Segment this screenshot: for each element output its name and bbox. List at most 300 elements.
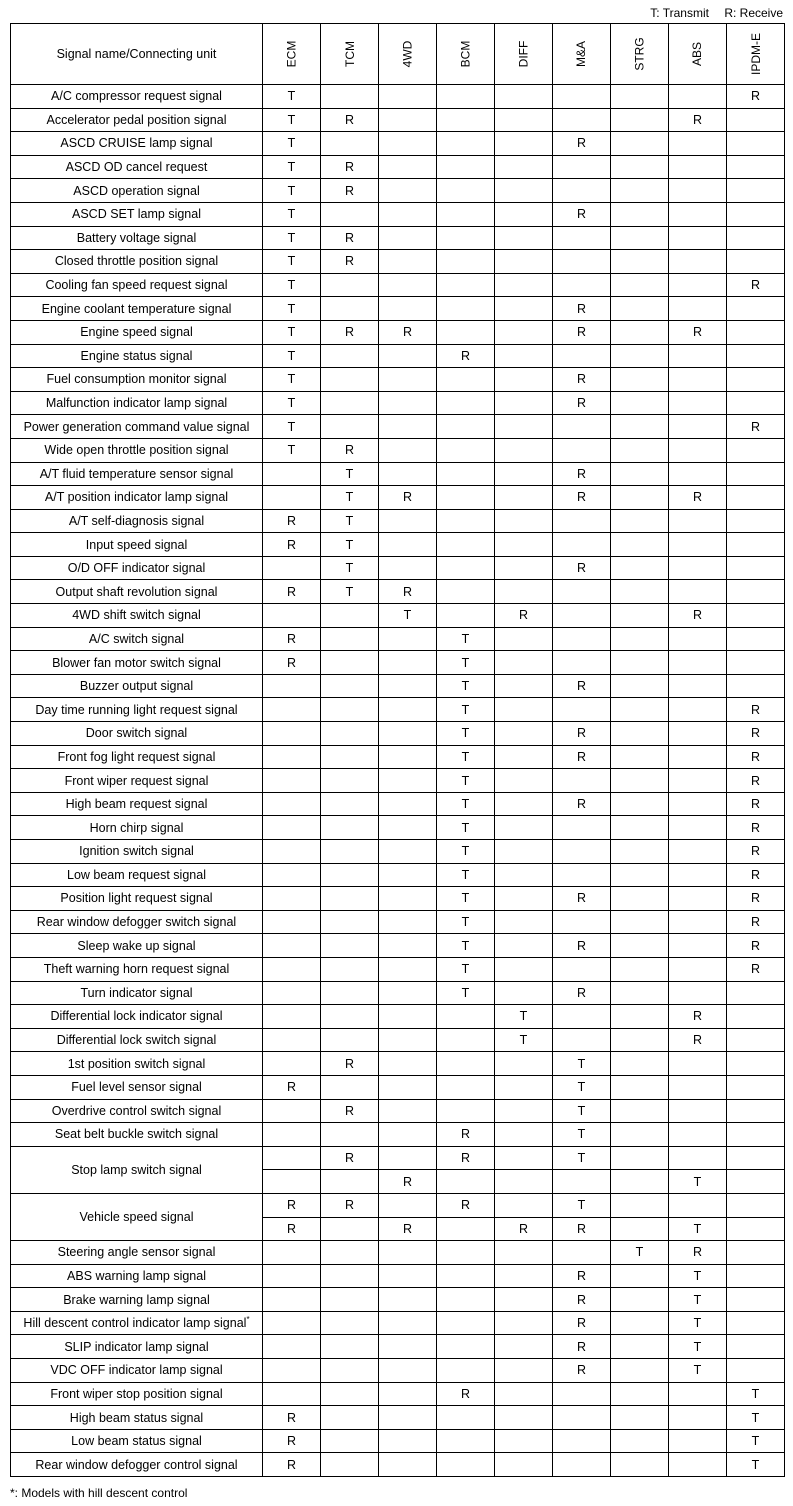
unit-cell: R: [553, 202, 611, 226]
unit-cell: R: [727, 415, 785, 439]
unit-cell: R: [727, 722, 785, 746]
signal-name: [11, 1335, 263, 1359]
unit-cell: [727, 368, 785, 392]
unit-cell: [495, 722, 553, 746]
unit-cell: [727, 580, 785, 604]
unit-cell: [669, 1429, 727, 1453]
unit-cell: [611, 1099, 669, 1123]
unit-cell: [669, 792, 727, 816]
unit-cell: [437, 556, 495, 580]
unit-cell: [495, 957, 553, 981]
table-row: [11, 226, 785, 250]
table-row: [11, 674, 785, 698]
unit-cell: [321, 1075, 379, 1099]
unit-cell: T: [437, 981, 495, 1005]
unit-cell: [669, 1193, 727, 1217]
unit-cell: R: [437, 1382, 495, 1406]
unit-cell: R: [727, 85, 785, 109]
unit-cell: R: [553, 1335, 611, 1359]
table-row: [11, 604, 785, 628]
unit-cell: [379, 1335, 437, 1359]
unit-cell: R: [553, 1264, 611, 1288]
unit-cell: [437, 1170, 495, 1194]
unit-cell: [727, 981, 785, 1005]
unit-cell: [263, 462, 321, 486]
unit-cell: [611, 1123, 669, 1147]
unit-cell: R: [321, 320, 379, 344]
signal-name: [11, 179, 263, 203]
table-row: [11, 509, 785, 533]
unit-header-label: 4WD: [400, 40, 415, 68]
unit-cell: [495, 250, 553, 274]
signal-name-text: ABS warning lamp signal: [67, 1268, 206, 1283]
unit-cell: [379, 273, 437, 297]
unit-cell: [437, 85, 495, 109]
unit-cell: R: [495, 604, 553, 628]
table-row: [11, 1359, 785, 1383]
unit-cell: [321, 1170, 379, 1194]
unit-cell: [611, 981, 669, 1005]
unit-cell: T: [437, 722, 495, 746]
signal-name-text: Seat belt buckle switch signal: [54, 1127, 219, 1142]
unit-cell: [379, 910, 437, 934]
signal-name: [11, 297, 263, 321]
unit-header: [263, 24, 321, 85]
unit-cell: [379, 840, 437, 864]
unit-cell: [669, 957, 727, 981]
unit-cell: [379, 1146, 437, 1170]
unit-cell: T: [437, 627, 495, 651]
unit-cell: R: [727, 792, 785, 816]
unit-cell: [379, 792, 437, 816]
table-row: [11, 722, 785, 746]
signal-name-text: Brake warning lamp signal: [63, 1292, 210, 1307]
unit-cell: [379, 957, 437, 981]
signal-name: [11, 368, 263, 392]
unit-cell: [437, 368, 495, 392]
unit-cell: [727, 179, 785, 203]
unit-cell: [321, 627, 379, 651]
unit-cell: R: [553, 132, 611, 156]
unit-cell: [379, 226, 437, 250]
unit-cell: [495, 1052, 553, 1076]
signal-name: [11, 934, 263, 958]
unit-cell: [727, 391, 785, 415]
unit-cell: [727, 604, 785, 628]
unit-cell: [553, 769, 611, 793]
signal-name-text: Differential lock indicator signal: [50, 1009, 223, 1024]
unit-cell: [437, 1217, 495, 1241]
unit-cell: [495, 1406, 553, 1430]
unit-cell: R: [553, 981, 611, 1005]
unit-cell: R: [553, 391, 611, 415]
unit-cell: [437, 1359, 495, 1383]
unit-cell: [611, 273, 669, 297]
unit-cell: [727, 250, 785, 274]
unit-cell: [669, 1382, 727, 1406]
unit-cell: [379, 651, 437, 675]
unit-cell: [727, 1005, 785, 1029]
unit-cell: [495, 769, 553, 793]
unit-cell: [379, 1288, 437, 1312]
unit-cell: [669, 273, 727, 297]
signal-name: [11, 604, 263, 628]
signal-name: [11, 1264, 263, 1288]
unit-cell: R: [379, 1217, 437, 1241]
unit-cell: [611, 769, 669, 793]
unit-cell: [437, 580, 495, 604]
unit-cell: [611, 1193, 669, 1217]
table-row: [11, 1075, 785, 1099]
unit-cell: [379, 1241, 437, 1265]
unit-cell: T: [263, 85, 321, 109]
unit-cell: T: [263, 368, 321, 392]
unit-cell: [727, 344, 785, 368]
unit-cell: [495, 556, 553, 580]
signal-name: [11, 1453, 263, 1477]
unit-cell: [263, 887, 321, 911]
table-row: [11, 179, 785, 203]
unit-cell: [321, 1123, 379, 1147]
unit-cell: T: [263, 320, 321, 344]
unit-cell: [611, 792, 669, 816]
unit-cell: [611, 1288, 669, 1312]
signal-name-text: Front wiper request signal: [64, 773, 209, 788]
unit-cell: [611, 1311, 669, 1335]
unit-cell: [669, 1075, 727, 1099]
unit-cell: R: [495, 1217, 553, 1241]
unit-cell: T: [379, 604, 437, 628]
unit-cell: R: [437, 1123, 495, 1147]
unit-cell: R: [263, 627, 321, 651]
signal-name-text: O/D OFF indicator signal: [67, 561, 206, 576]
unit-cell: [669, 344, 727, 368]
unit-cell: [669, 1052, 727, 1076]
unit-cell: [321, 1429, 379, 1453]
unit-cell: R: [669, 486, 727, 510]
unit-cell: [495, 155, 553, 179]
unit-cell: [495, 415, 553, 439]
unit-cell: [379, 297, 437, 321]
unit-cell: T: [437, 887, 495, 911]
unit-cell: R: [263, 1217, 321, 1241]
unit-header-label: TCM: [342, 41, 357, 67]
table-row: [11, 85, 785, 109]
unit-cell: [611, 934, 669, 958]
unit-cell: T: [321, 556, 379, 580]
unit-cell: [669, 556, 727, 580]
signal-name-text: High beam status signal: [69, 1410, 204, 1425]
unit-cell: [553, 863, 611, 887]
table-row: [11, 202, 785, 226]
unit-cell: [495, 486, 553, 510]
table-row: [11, 155, 785, 179]
signal-name: [11, 887, 263, 911]
unit-cell: [669, 1099, 727, 1123]
unit-cell: [611, 816, 669, 840]
unit-cell: R: [263, 1075, 321, 1099]
unit-cell: [495, 745, 553, 769]
table-row: [11, 1335, 785, 1359]
unit-cell: [727, 462, 785, 486]
unit-cell: T: [553, 1146, 611, 1170]
signal-name-text: Rear window defogger control signal: [35, 1457, 238, 1472]
unit-cell: [611, 674, 669, 698]
unit-cell: [495, 934, 553, 958]
unit-cell: [553, 1453, 611, 1477]
signal-name: [11, 132, 263, 156]
signal-name: [11, 863, 263, 887]
unit-cell: [495, 840, 553, 864]
signal-name-header: Signal name/Connecting unit: [11, 24, 263, 85]
unit-cell: [379, 415, 437, 439]
unit-cell: [379, 1028, 437, 1052]
unit-cell: [437, 155, 495, 179]
unit-cell: [669, 981, 727, 1005]
signal-name-text: Cooling fan speed request signal: [45, 278, 228, 293]
unit-cell: [727, 202, 785, 226]
unit-cell: [379, 202, 437, 226]
unit-cell: [379, 981, 437, 1005]
signal-name: [11, 816, 263, 840]
unit-cell: [727, 1170, 785, 1194]
header-row: [11, 24, 785, 85]
unit-cell: T: [437, 769, 495, 793]
unit-cell: T: [263, 273, 321, 297]
unit-cell: R: [263, 1193, 321, 1217]
unit-cell: [611, 85, 669, 109]
unit-cell: [495, 438, 553, 462]
unit-cell: [379, 250, 437, 274]
unit-cell: [437, 108, 495, 132]
unit-cell: [495, 1311, 553, 1335]
unit-cell: R: [553, 722, 611, 746]
unit-cell: T: [437, 910, 495, 934]
unit-cell: [669, 698, 727, 722]
signal-name: [11, 1382, 263, 1406]
table-row: [11, 887, 785, 911]
unit-cell: [495, 1146, 553, 1170]
table-row: [11, 273, 785, 297]
unit-cell: [263, 769, 321, 793]
unit-cell: [727, 1311, 785, 1335]
unit-cell: [611, 250, 669, 274]
unit-cell: [727, 1335, 785, 1359]
table-row: [11, 1005, 785, 1029]
unit-cell: [379, 698, 437, 722]
unit-cell: [669, 391, 727, 415]
table-row: [11, 1264, 785, 1288]
unit-cell: R: [321, 179, 379, 203]
unit-cell: [379, 1453, 437, 1477]
unit-cell: R: [263, 651, 321, 675]
unit-cell: R: [263, 580, 321, 604]
unit-cell: [379, 1075, 437, 1099]
unit-cell: R: [263, 1453, 321, 1477]
unit-cell: [437, 1241, 495, 1265]
signal-name: [11, 674, 263, 698]
unit-cell: T: [669, 1264, 727, 1288]
signal-name: [11, 1075, 263, 1099]
unit-cell: R: [553, 320, 611, 344]
unit-cell: [379, 438, 437, 462]
table-row: [11, 1123, 785, 1147]
signal-table: [10, 23, 785, 1477]
unit-cell: [495, 368, 553, 392]
unit-cell: R: [321, 155, 379, 179]
signal-name-text: Theft warning horn request signal: [43, 962, 230, 977]
unit-cell: R: [553, 792, 611, 816]
signal-name: [11, 957, 263, 981]
unit-cell: T: [553, 1099, 611, 1123]
signal-name-text: Rear window defogger switch signal: [36, 915, 237, 930]
unit-cell: T: [669, 1335, 727, 1359]
signal-name-text: Turn indicator signal: [80, 985, 193, 1000]
unit-cell: [437, 509, 495, 533]
table-row: [11, 462, 785, 486]
unit-cell: [495, 533, 553, 557]
signal-name-text: Vehicle speed signal: [79, 1210, 194, 1224]
table-row: [11, 957, 785, 981]
unit-cell: [669, 250, 727, 274]
unit-cell: [611, 1028, 669, 1052]
unit-cell: [437, 604, 495, 628]
unit-header: [379, 24, 437, 85]
unit-cell: [727, 1193, 785, 1217]
unit-cell: [437, 391, 495, 415]
table-row: [11, 816, 785, 840]
unit-cell: [321, 1288, 379, 1312]
signal-name-text: Closed throttle position signal: [54, 254, 219, 269]
unit-cell: R: [379, 1170, 437, 1194]
unit-cell: T: [669, 1288, 727, 1312]
unit-cell: [495, 1123, 553, 1147]
unit-cell: T: [437, 816, 495, 840]
signal-name: [11, 1099, 263, 1123]
unit-cell: [379, 1123, 437, 1147]
signal-name-text: SLIP indicator lamp signal: [64, 1339, 209, 1354]
unit-cell: [379, 769, 437, 793]
unit-cell: [727, 1264, 785, 1288]
unit-cell: [553, 580, 611, 604]
unit-cell: [379, 863, 437, 887]
unit-cell: T: [553, 1123, 611, 1147]
unit-cell: T: [727, 1406, 785, 1430]
unit-cell: [263, 1264, 321, 1288]
table-row: [11, 1052, 785, 1076]
unit-cell: T: [553, 1193, 611, 1217]
unit-cell: [437, 320, 495, 344]
unit-cell: R: [727, 745, 785, 769]
unit-header-label: ECM: [284, 40, 299, 68]
signal-name-text: Engine coolant temperature signal: [41, 301, 232, 316]
unit-cell: [437, 1264, 495, 1288]
unit-cell: [437, 533, 495, 557]
unit-cell: [669, 226, 727, 250]
unit-cell: [495, 297, 553, 321]
unit-cell: [727, 509, 785, 533]
unit-cell: [263, 1028, 321, 1052]
unit-cell: [611, 132, 669, 156]
unit-cell: [669, 887, 727, 911]
unit-cell: R: [553, 934, 611, 958]
unit-cell: [379, 1099, 437, 1123]
unit-cell: [495, 462, 553, 486]
unit-cell: [611, 155, 669, 179]
signal-name-text: Input speed signal: [85, 537, 188, 552]
unit-cell: [611, 226, 669, 250]
unit-cell: [379, 816, 437, 840]
unit-cell: [611, 745, 669, 769]
table-row: [11, 1382, 785, 1406]
table-row: [11, 1453, 785, 1477]
legend: [638, 6, 783, 20]
unit-cell: [669, 1123, 727, 1147]
unit-cell: [495, 674, 553, 698]
unit-cell: T: [321, 580, 379, 604]
unit-cell: [553, 273, 611, 297]
unit-cell: [611, 1359, 669, 1383]
unit-cell: [669, 297, 727, 321]
unit-cell: T: [437, 840, 495, 864]
unit-cell: T: [553, 1075, 611, 1099]
signal-name: [11, 273, 263, 297]
unit-cell: [437, 1075, 495, 1099]
unit-cell: T: [727, 1382, 785, 1406]
unit-cell: [727, 1359, 785, 1383]
unit-cell: [669, 1406, 727, 1430]
signal-name-text: Accelerator pedal position signal: [46, 112, 227, 127]
signal-name: [11, 1311, 263, 1335]
unit-cell: R: [727, 840, 785, 864]
unit-cell: [611, 1453, 669, 1477]
unit-cell: [379, 674, 437, 698]
table-row: [11, 533, 785, 557]
unit-header-label: STRG: [632, 37, 647, 71]
unit-cell: [727, 556, 785, 580]
signal-name-text: Overdrive control switch signal: [51, 1103, 222, 1118]
unit-cell: [495, 1429, 553, 1453]
unit-cell: T: [437, 863, 495, 887]
signal-name-text: Stop lamp switch signal: [71, 1162, 202, 1177]
unit-cell: R: [553, 674, 611, 698]
unit-cell: [321, 391, 379, 415]
unit-cell: [669, 769, 727, 793]
unit-cell: [321, 840, 379, 864]
unit-cell: [379, 934, 437, 958]
unit-cell: [321, 651, 379, 675]
unit-cell: T: [437, 651, 495, 675]
unit-cell: T: [263, 202, 321, 226]
unit-cell: [669, 745, 727, 769]
unit-cell: [321, 1005, 379, 1029]
signal-name: [11, 533, 263, 557]
unit-cell: [611, 1005, 669, 1029]
unit-cell: [727, 1241, 785, 1265]
unit-cell: R: [553, 556, 611, 580]
unit-cell: T: [611, 1241, 669, 1265]
table-row: [11, 627, 785, 651]
signal-name: [11, 344, 263, 368]
unit-cell: [495, 816, 553, 840]
unit-cell: [379, 1052, 437, 1076]
unit-cell: R: [727, 863, 785, 887]
unit-cell: [495, 981, 553, 1005]
unit-cell: [669, 863, 727, 887]
unit-cell: [379, 179, 437, 203]
unit-cell: [437, 1311, 495, 1335]
signal-name-text: Battery voltage signal: [76, 230, 197, 245]
